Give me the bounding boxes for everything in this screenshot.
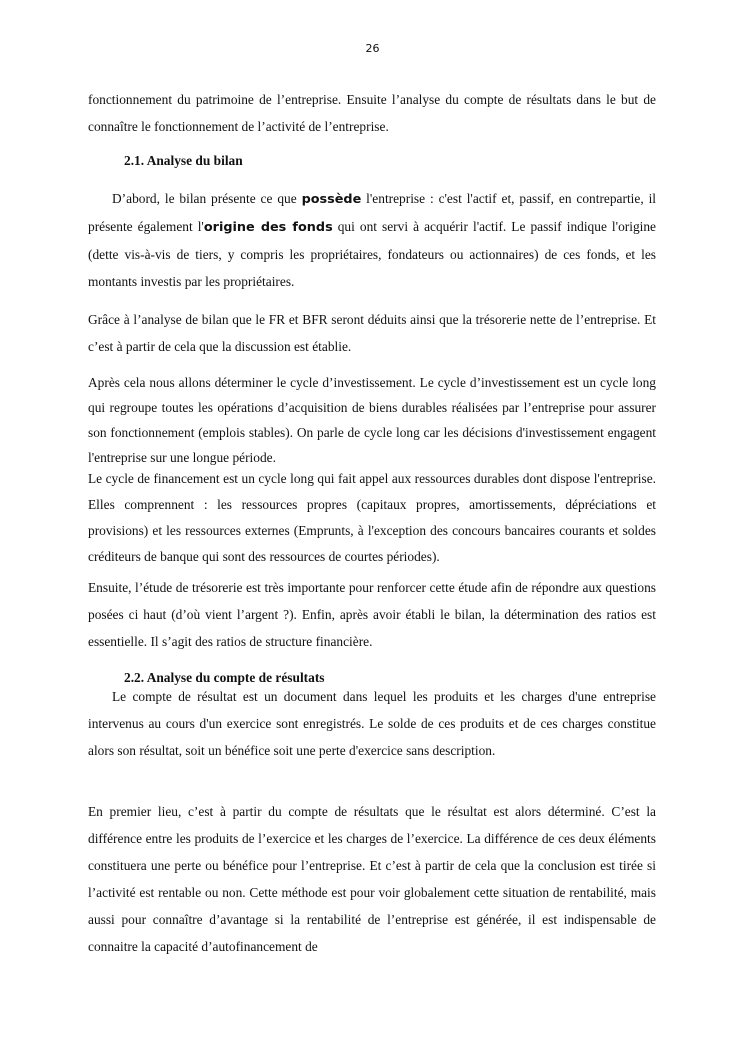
paragraph-intro	[88, 86, 656, 140]
page-number: 26	[365, 42, 380, 55]
heading-compte-resultats: 2.2. Analyse du compte de résultats	[124, 670, 325, 685]
paragraph-compte-resultat-text: Le compte de résultat est un document dans lequel les produits et les charges d'une entreprise intervenus au cours d'un exercice sont enregistrés. Le solde de ces produits et de ces charges constitue alors son résultat, soit un bénéfice soit une perte d'exercice sans description.	[88, 689, 656, 758]
paragraph-cycle-financement	[88, 466, 656, 570]
paragraph-fr-bfr	[88, 306, 656, 360]
bilan-bold-possede: possède	[301, 192, 362, 207]
paragraph-premier-lieu	[88, 798, 656, 960]
paragraph-premier-lieu-text: En premier lieu, c’est à partir du compte de résultats que le résultat est alors déterminé. C’est la différence entre les produits de l’exercice et les charges de l’exercice. La différence de ces deux éléments constituera une perte ou bénéfice pour l’entreprise. Et c’est à partir de cela que la conclusion est tirée si l’activité est rentable ou non. Cette méthode est pour voir globalement cette situation de rentabilité, mais aussi pour connaître d’avantage si la rentabilité de l’entreprise est générée, il est indispensable de connaitre la capacité d’autofinancement de	[88, 804, 656, 954]
bilan-text-a: D’abord, le bilan présente ce que	[112, 191, 302, 206]
bilan-bold-origine: origine des fonds	[203, 220, 333, 235]
paragraph-tresorerie	[88, 574, 656, 655]
heading-analyse-bilan: 2.1. Analyse du bilan	[124, 153, 243, 168]
paragraph-cycle-investissement	[88, 370, 656, 470]
bilan-text-c: l'entreprise : c'est l'actif et, passif, en contrepartie, il présente également l'	[88, 191, 657, 234]
paragraph-cycle-financement-text: Le cycle de financement est un cycle long qui fait appel aux ressources durables dont dispose l'entreprise. Elles comprennent : les ressources propres (capitaux propres, amortissements, dépréciations et provisions) et les ressources externes (Emprunts, à l'exception des concours bancaires courants et soldes créditeurs de banque qui sont des ressources de courtes périodes).	[88, 471, 656, 564]
paragraph-cycle-investissement-text: Après cela nous allons déterminer le cycle d’investissement. Le cycle d’investissement est un cycle long qui regroupe toutes les opérations d’acquisition de biens durables réalisées par l’entreprise pour assurer son fonctionnement (emplois stables). On parle de cycle long car les décisions d'investissement engagent l'entreprise sur une longue période.	[88, 375, 656, 465]
paragraph-compte-resultat	[88, 683, 656, 764]
paragraph-bilan-text	[88, 185, 656, 295]
paragraph-tresorerie-text: Ensuite, l’étude de trésorerie est très importante pour renforcer cette étude afin de répondre aux questions posées ci haut (d’où vient l’argent ?). Enfin, après avoir établi le bilan, la détermination des ratios est essentielle. Il s’agit des ratios de structure financière.	[88, 580, 656, 649]
bilan-text-d: qui ont servi à acquérir l'actif. Le passif indique l'origine (dette vis-à-vis de tiers, y compris les propriétaires, fondateurs ou actionnaires) de ces fonds, et les montants investis par les propriétaires.	[88, 219, 656, 289]
paragraph-bilan	[88, 185, 656, 295]
paragraph-fr-bfr-text: Grâce à l’analyse de bilan que le FR et BFR seront déduits ainsi que la trésorerie nette de l’entreprise. Et c’est à partir de cela que la discussion est établie.	[88, 312, 656, 354]
paragraph-intro-text: fonctionnement du patrimoine de l’entreprise. Ensuite l’analyse du compte de résultats dans le but de connaître le fonctionnement de l’activité de l’entreprise.	[88, 92, 656, 134]
